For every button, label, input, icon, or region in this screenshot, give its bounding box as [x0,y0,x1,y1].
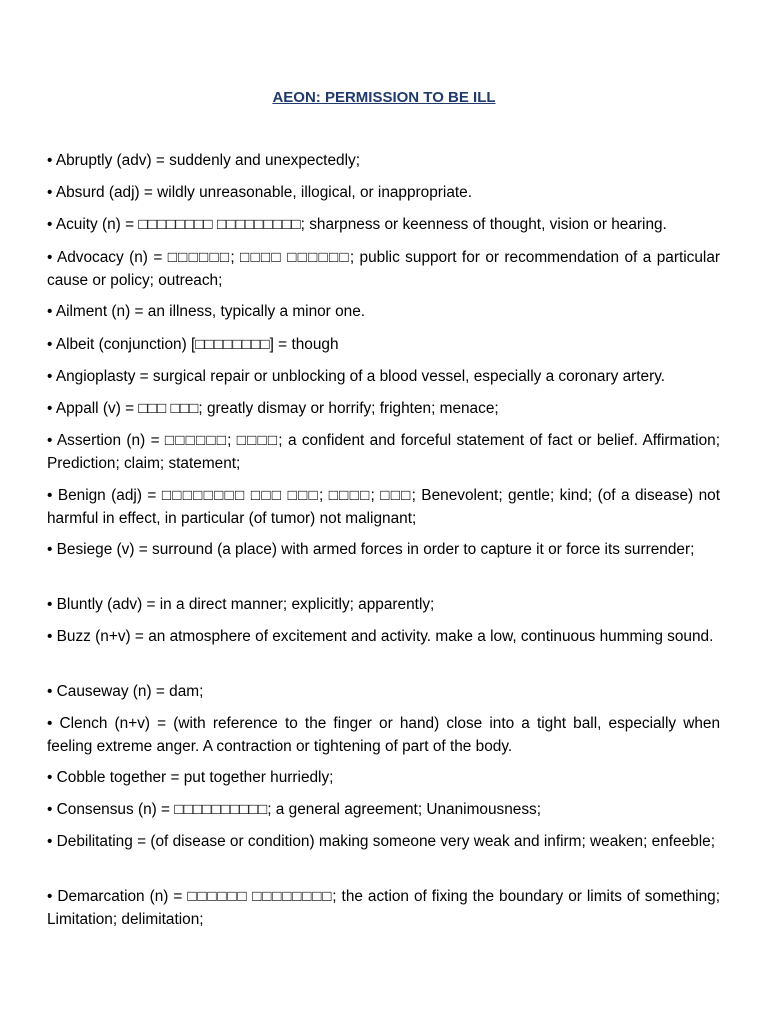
vocab-entry: • Besiege (v) = surround (a place) with armed forces in order to capture it or force its surrender; [47,541,695,558]
vocab-entry: • Causeway (n) = dam; [47,683,204,700]
vocab-entry: • Consensus (n) = □□□□□□□□□□; a general agreement; Unanimousness; [47,801,542,818]
vocab-entry: • Angioplasty = surgical repair or unblocking of a blood vessel, especially a coronary artery. [47,368,666,385]
vocab-entry: • Buzz (n+v) = an atmosphere of excitement and activity. make a low, continuous humming sound. [47,628,714,645]
vocab-entry: • Albeit (conjunction) [□□□□□□□□] = though [47,336,339,353]
vocab-entry: • Cobble together = put together hurriedly; [47,769,334,786]
vocab-entry: • Acuity (n) = □□□□□□□□ □□□□□□□□□; sharpness or keenness of thought, vision or hearing. [47,216,667,233]
vocab-entry: • Absurd (adj) = wildly unreasonable, illogical, or inappropriate. [47,184,473,201]
vocab-entry: • Ailment (n) = an illness, typically a minor one. [47,303,366,320]
vocab-entry: • Abruptly (adv) = suddenly and unexpectedly; [47,152,360,169]
vocab-entry: • Clench (n+v) = (with reference to the finger or hand) close into a tight ball, especially when feeling extreme anger. A contraction or tightening of part of the body. [47,715,720,755]
document-title: AEON: PERMISSION TO BE ILL [272,89,496,106]
vocab-entry: • Debilitating = (of disease or condition) making someone very weak and infirm; weaken; enfeeble; [47,833,715,850]
vocab-entry: • Bluntly (adv) = in a direct manner; explicitly; apparently; [47,596,435,613]
vocab-entry: • Advocacy (n) = □□□□□□; □□□□ □□□□□□; public support for or recommendation of a particular cause or policy; outreach; [47,249,720,289]
vocab-entry: • Assertion (n) = □□□□□□; □□□□; a confident and forceful statement of fact or belief. Affirmation; Prediction; claim; statement; [47,432,720,472]
vocab-entry: • Appall (v) = □□□ □□□; greatly dismay or horrify; frighten; menace; [47,400,499,417]
vocab-entry: • Demarcation (n) = □□□□□□ □□□□□□□□; the action of fixing the boundary or limits of something; Limitation; delimitation; [47,888,720,928]
vocab-entry: • Benign (adj) = □□□□□□□□ □□□ □□□; □□□□; □□□; Benevolent; gentle; kind; (of a disease) not harmful in effect, in particular (of tumor) not malignant; [47,487,720,527]
